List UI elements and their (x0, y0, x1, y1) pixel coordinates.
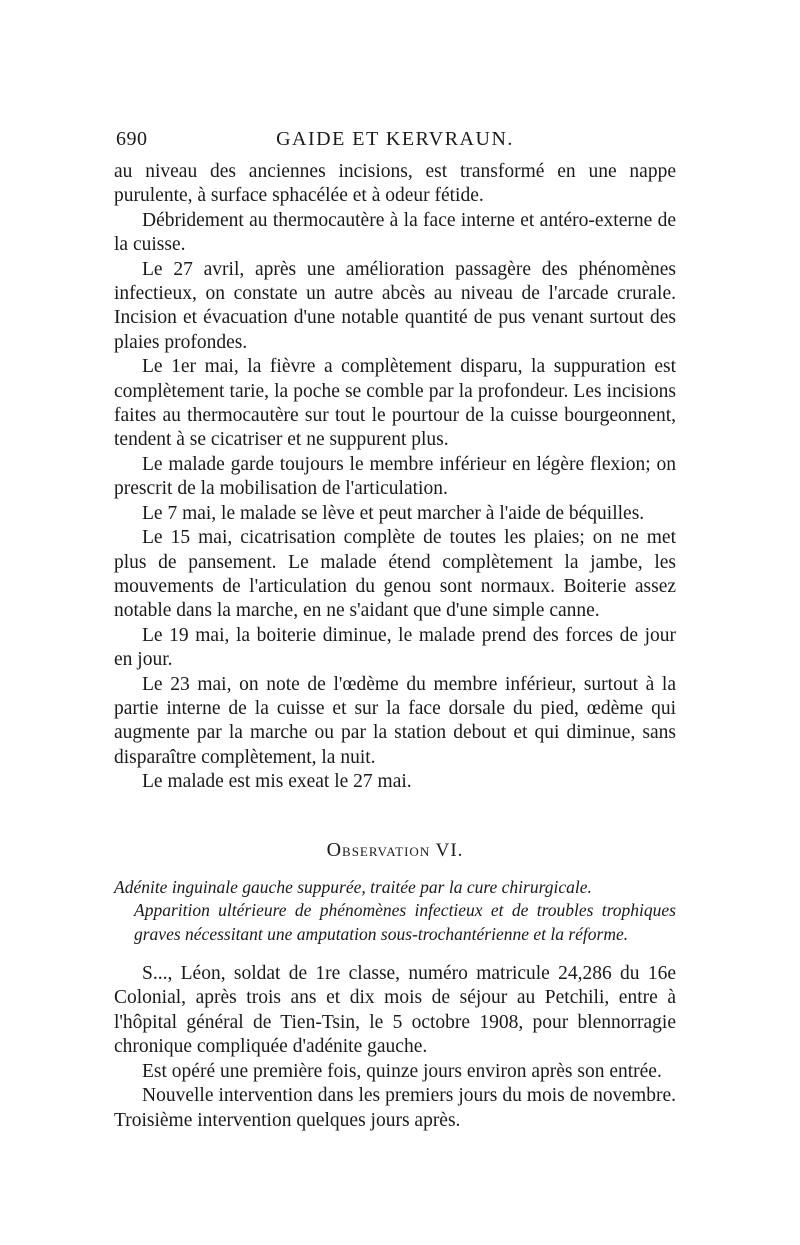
paragraph: Est opéré une première fois, quinze jours environ après son entrée. (142, 1060, 662, 1082)
running-title: GAIDE ET KERVRAUN. (276, 128, 514, 150)
paragraph: Débridement au thermocautère à la face interne et antéro-externe de la cuisse. (114, 209, 676, 256)
paragraph: Le 7 mai, le malade se lève et peut marcher à l'aide de béquilles. (142, 502, 645, 524)
observation-subtitle-line1: Adénite inguinale gauche suppurée, traitée par la cure chirurgicale. (114, 876, 592, 897)
observation-subtitle (114, 876, 676, 947)
paragraph: S..., Léon, soldat de 1re classe, numéro matricule 24,286 du 16e Colonial, après trois ans et dix mois de séjour au Petchili, entre à l'hôpital général de Tien-Tsin, le 5 octobre 1908, pour blennorragie chronique compliquée d'adénite gauche. (114, 963, 676, 1058)
main-text (114, 160, 676, 795)
paragraph: Le 27 avril, après une amélioration passagère des phénomènes infectieux, on constate un autre abcès au niveau de l'arcade crurale. Incision et évacuation d'une notable quantité de pus venant surtout des plaies profondes. (114, 258, 676, 353)
paragraph: Le 23 mai, on note de l'œdème du membre inférieur, surtout à la partie interne de la cuisse et sur la face dorsale du pied, œdème qui augmente par la marche ou par la station debout et qui diminue, sans disparaître complètement, la nuit. (114, 673, 676, 768)
observation-title (114, 839, 676, 862)
page (114, 124, 676, 1133)
observation-text (114, 962, 676, 1133)
paragraph: Le malade est mis exeat le 27 mai. (142, 771, 412, 793)
observation-title-rest: bservation VI. (342, 839, 464, 861)
page-header (114, 124, 676, 160)
page-number: 690 (116, 128, 148, 150)
paragraph: Le malade garde toujours le membre inférieur en légère flexion; on prescrit de la mobilisation de l'articulation. (114, 453, 676, 500)
observation-subtitle-rest: Apparition ultérieure de phénomènes infectieux et de troubles trophiques graves nécessitant une amputation sous-trochantérienne et la réforme. (134, 900, 676, 944)
paragraph: Nouvelle intervention dans les premiers jours du mois de novembre. Troisième intervention quelques jours après. (114, 1085, 676, 1131)
observation-title-lead: O (326, 838, 343, 861)
paragraph: Le 19 mai, la boiterie diminue, le malade prend des forces de jour en jour. (114, 624, 676, 671)
paragraph: Le 1er mai, la fièvre a complètement disparu, la suppuration est complètement tarie, la poche se comble par la profondeur. Les incisions faites au thermocautère sur tout le pourtour de la cuisse bourgeonnent, tendent à se cicatriser et ne suppurent plus. (114, 356, 676, 451)
paragraph: Le 15 mai, cicatrisation complète de toutes les plaies; on ne met plus de pansement. Le malade étend complètement la jambe, les mouvements de l'articulation du genou sont normaux. Boiterie assez notable dans la marche, en ne s'aidant que d'une simple canne. (114, 527, 676, 622)
paragraph: au niveau des anciennes incisions, est transformé en une nappe purulente, à surface sphacélée et à odeur fétide. (114, 161, 676, 207)
